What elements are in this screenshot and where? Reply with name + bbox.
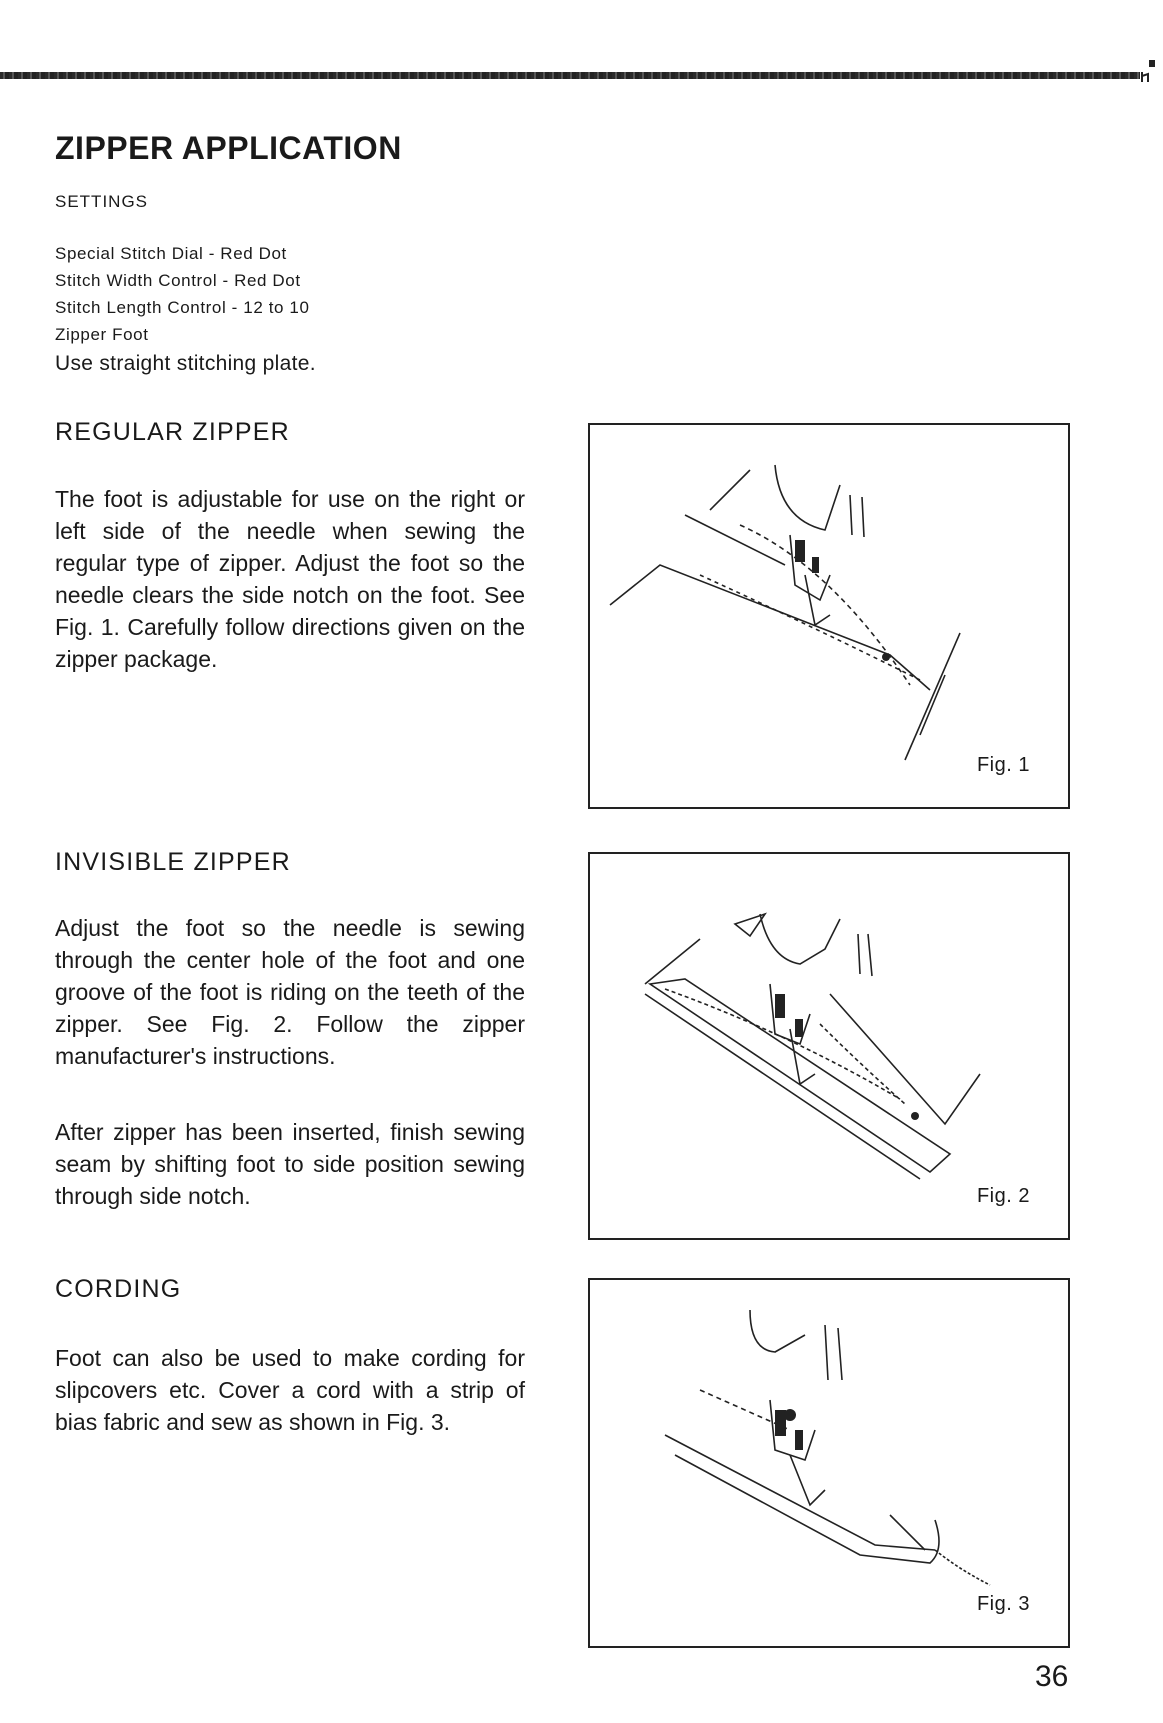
page-title: ZIPPER APPLICATION xyxy=(55,130,402,166)
invisible-zipper-text: Adjust the foot so the needle is sewing through the center hole of the foot and one groove of the foot is riding on the teeth of the zipper. See Fig. 2. Follow the zipper manufacturer's instructions. xyxy=(55,915,525,1069)
zipper-foot-illustration-1 xyxy=(590,425,1070,809)
settings-note: Use straight stitching plate. xyxy=(55,352,316,375)
regular-zipper-text: The foot is adjustable for use on the right or left side of the needle when sewing the regular type of zipper. Adjust the foot so the needle clears the side notch on the foot. See Fig. 1. Carefully follow directions given on the zipper package. xyxy=(55,486,525,672)
settings-label: SETTINGS xyxy=(55,192,149,211)
cording-text: Foot can also be used to make cording for slipcovers etc. Cover a cord with a strip of bias fabric and sew as shown in Fig. 3. xyxy=(55,1345,525,1435)
settings-item: Zipper Foot xyxy=(55,325,149,344)
invisible-zipper-heading: INVISIBLE ZIPPER xyxy=(55,848,291,876)
figure-1 xyxy=(588,423,1070,809)
figure-3 xyxy=(588,1278,1070,1648)
settings-item: Stitch Width Control - Red Dot xyxy=(55,271,301,290)
top-rule xyxy=(0,72,1140,79)
fig-3-caption: Fig. 3 xyxy=(976,1593,1030,1615)
zipper-foot-illustration-2 xyxy=(590,854,1070,1240)
cording-heading: CORDING xyxy=(55,1275,182,1303)
corner-mark-icon xyxy=(1140,58,1158,84)
settings-item: Special Stitch Dial - Red Dot xyxy=(55,244,287,263)
settings-item: Stitch Length Control - 12 to 10 xyxy=(55,298,310,317)
fig-1-caption: Fig. 1 xyxy=(976,754,1030,776)
invisible-zipper-finish-text: After zipper has been inserted, finish sewing seam by shifting foot to side position sewing through side notch. xyxy=(55,1119,525,1209)
page-number: 36 xyxy=(1035,1660,1069,1693)
regular-zipper-heading: REGULAR ZIPPER xyxy=(55,418,290,446)
settings-list xyxy=(55,240,310,348)
fig-2-caption: Fig. 2 xyxy=(976,1185,1030,1207)
figure-2 xyxy=(588,852,1070,1240)
